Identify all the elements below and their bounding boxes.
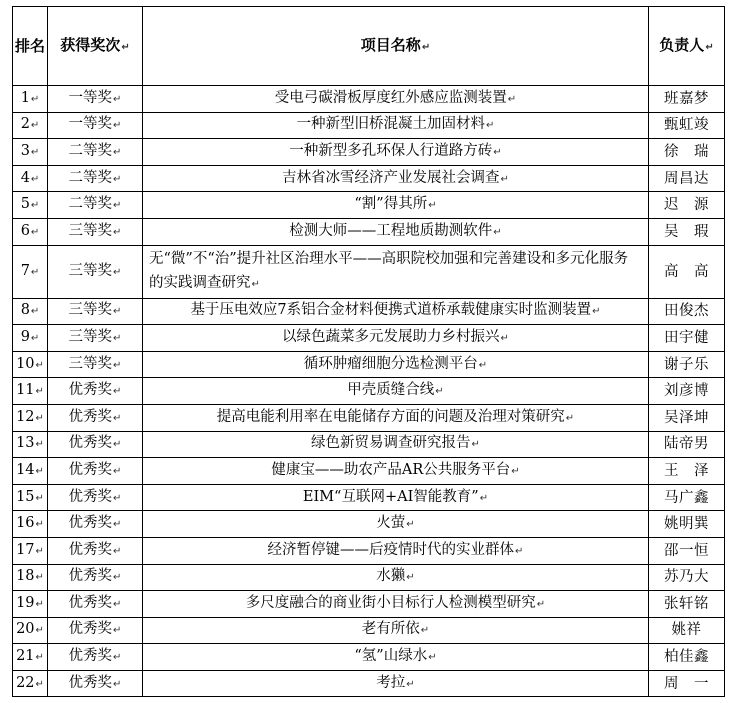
award-cell <box>48 165 143 192</box>
award-cell-text: 优秀奖 <box>68 435 113 452</box>
paragraph-mark-icon: ↵ <box>113 678 122 690</box>
award-cell-text: 三等奖 <box>68 222 113 239</box>
rank-cell-text: 11 <box>16 382 35 399</box>
project-name-cell-text: 吉林省冰雪经济产业发展社会调查 <box>282 169 500 186</box>
paragraph-mark-icon: ↵ <box>511 465 520 477</box>
paragraph-mark-icon: ↵ <box>493 226 502 238</box>
leader-cell-text: 吴泽坤 <box>664 409 709 426</box>
paragraph-mark-icon: ↵ <box>113 439 122 451</box>
leader-cell-text: 徐 瑞 <box>664 143 709 160</box>
leader-cell-text: 吴 瑕 <box>664 223 709 240</box>
award-cell <box>48 298 143 325</box>
leader-cell <box>649 139 725 166</box>
paragraph-mark-icon: ↵ <box>113 412 122 424</box>
leader-cell <box>649 378 725 405</box>
table-row <box>13 458 725 485</box>
rank-cell-text: 3 <box>20 142 30 159</box>
paragraph-mark-icon: ↵ <box>592 306 601 318</box>
paragraph-mark-icon: ↵ <box>30 93 40 105</box>
leader-cell <box>649 298 725 325</box>
leader-cell <box>649 165 725 192</box>
rank-cell-text: 18 <box>16 568 35 585</box>
project-name-cell-text: “割”得其所 <box>354 196 428 213</box>
paragraph-mark-icon: ↵ <box>113 465 122 477</box>
leader-cell <box>649 192 725 219</box>
project-name-cell <box>143 378 649 405</box>
award-cell-text: 二等奖 <box>68 142 113 159</box>
project-name-cell-text: EIM“互联网+AI智能教育” <box>302 488 479 505</box>
rank-cell-text: 14 <box>16 461 35 478</box>
paragraph-mark-icon: ↵ <box>35 359 44 371</box>
paragraph-mark-icon: ↵ <box>406 678 415 690</box>
paragraph-mark-icon: ↵ <box>493 146 502 158</box>
award-cell-text: 二等奖 <box>68 169 113 186</box>
leader-cell <box>649 325 725 352</box>
award-cell <box>48 511 143 538</box>
leader-cell <box>649 86 725 113</box>
paragraph-mark-icon: ↵ <box>30 173 40 185</box>
paragraph-mark-icon: ↵ <box>35 439 44 451</box>
leader-cell <box>649 404 725 431</box>
paragraph-mark-icon: ↵ <box>500 173 509 185</box>
leader-cell-text: 刘彦博 <box>664 383 709 400</box>
table-body <box>13 86 725 697</box>
project-name-cell <box>143 564 649 591</box>
leader-cell <box>649 670 725 697</box>
rank-cell <box>13 511 48 538</box>
rank-cell-text: 17 <box>16 541 35 558</box>
paragraph-mark-icon: ↵ <box>35 465 44 477</box>
award-cell-text: 二等奖 <box>68 196 113 213</box>
paragraph-mark-icon: ↵ <box>35 412 44 424</box>
paragraph-mark-icon: ↵ <box>30 146 40 158</box>
paragraph-mark-icon: ↵ <box>30 306 40 318</box>
table-row <box>13 404 725 431</box>
paragraph-mark-icon: ↵ <box>30 266 40 278</box>
paragraph-mark-icon: ↵ <box>113 146 122 158</box>
rank-cell <box>13 112 48 139</box>
project-name-cell <box>143 511 649 538</box>
rank-cell-text: 16 <box>16 515 35 532</box>
paragraph-mark-icon: ↵ <box>515 545 524 557</box>
table-row <box>13 431 725 458</box>
paragraph-mark-icon: ↵ <box>30 120 40 132</box>
project-name-cell-text: 受电弓碳滑板厚度红外感应监测装置 <box>274 89 507 106</box>
project-name-cell <box>143 165 649 192</box>
table-row <box>13 192 725 219</box>
rank-cell <box>13 351 48 378</box>
award-cell-text: 一等奖 <box>68 89 113 106</box>
project-name-cell-text: 绿色新贸易调查研究报告 <box>311 435 471 452</box>
paragraph-mark-icon: ↵ <box>478 359 488 371</box>
table-row <box>13 218 725 245</box>
leader-cell-text: 马广鑫 <box>664 489 709 506</box>
project-name-cell-text: 甲壳质缝合线 <box>347 382 435 399</box>
rank-cell-text: 2 <box>20 116 30 133</box>
award-cell-text: 优秀奖 <box>68 541 113 558</box>
table-row <box>13 245 725 298</box>
award-cell-text: 优秀奖 <box>68 594 113 611</box>
project-name-cell <box>143 218 649 245</box>
award-cell-text: 优秀奖 <box>68 382 113 399</box>
leader-cell-text: 班嘉梦 <box>664 90 709 107</box>
project-name-cell-text: 循环肿瘤细胞分选检测平台 <box>303 355 478 372</box>
leader-cell-text: 姚明巽 <box>664 516 709 533</box>
award-cell <box>48 192 143 219</box>
paragraph-mark-icon: ↵ <box>35 572 44 584</box>
leader-cell-text: 陆帝男 <box>664 436 709 453</box>
rank-cell <box>13 298 48 325</box>
paragraph-mark-icon: ↵ <box>35 625 44 637</box>
rank-cell <box>13 192 48 219</box>
paragraph-mark-icon: ↵ <box>35 545 44 557</box>
award-cell <box>48 644 143 671</box>
paragraph-mark-icon: ↵ <box>113 306 122 318</box>
leader-cell-text: 邵一恒 <box>664 542 709 559</box>
project-name-cell-text: 多尺度融合的商业街小目标行人检测模型研究 <box>245 594 536 611</box>
award-cell <box>48 537 143 564</box>
project-name-cell-text: 经济暂停键——后疫情时代的实业群体 <box>267 541 515 558</box>
rank-cell <box>13 431 48 458</box>
project-name-cell <box>143 298 649 325</box>
project-name-cell <box>143 458 649 485</box>
table-row <box>13 351 725 378</box>
leader-cell <box>649 511 725 538</box>
paragraph-mark-icon: ↵ <box>251 278 260 290</box>
paragraph-mark-icon: ↵ <box>471 439 480 451</box>
rank-cell <box>13 378 48 405</box>
paragraph-mark-icon: ↵ <box>113 226 122 238</box>
table-row <box>13 564 725 591</box>
table-row <box>13 617 725 644</box>
project-name-cell-text: 一种新型多孔环保人行道路方砖 <box>289 142 493 159</box>
table-row <box>13 670 725 697</box>
paragraph-mark-icon: ↵ <box>113 200 122 212</box>
rank-cell-text: 12 <box>16 408 35 425</box>
paragraph-mark-icon: ↵ <box>35 598 44 610</box>
award-cell <box>48 86 143 113</box>
project-name-cell <box>143 484 649 511</box>
rank-cell-text: 19 <box>16 594 35 611</box>
paragraph-mark-icon: ↵ <box>406 572 415 584</box>
paragraph-mark-icon: ↵ <box>113 572 122 584</box>
paragraph-mark-icon: ↵ <box>428 200 437 212</box>
award-cell-text: 优秀奖 <box>68 648 113 665</box>
award-cell <box>48 591 143 618</box>
rank-cell-text: 10 <box>16 355 35 372</box>
award-cell <box>48 139 143 166</box>
award-cell-text: 优秀奖 <box>68 515 113 532</box>
leader-cell-text: 苏乃大 <box>664 569 709 586</box>
leader-cell-text: 周昌达 <box>664 170 709 187</box>
leader-cell <box>649 564 725 591</box>
project-name-cell <box>143 537 649 564</box>
rank-cell <box>13 218 48 245</box>
paragraph-mark-icon: ↵ <box>35 519 44 531</box>
project-name-cell-text: 火萤 <box>376 515 406 532</box>
table-row <box>13 378 725 405</box>
leader-column-header: 负责人↵ <box>649 7 725 86</box>
project-name-cell <box>143 644 649 671</box>
paragraph-mark-icon: ↵ <box>113 545 122 557</box>
project-name-cell-text: 水獭 <box>376 568 406 585</box>
project-name-cell-text: 健康宝——助农产品AR公共服务平台 <box>271 461 511 478</box>
leader-cell-text: 高 高 <box>664 263 709 280</box>
award-cell-text: 三等奖 <box>68 262 113 279</box>
award-cell <box>48 564 143 591</box>
project-name-cell <box>143 404 649 431</box>
award-cell-text: 一等奖 <box>68 116 113 133</box>
paragraph-mark-icon: ↵ <box>30 200 40 212</box>
paragraph-mark-icon: ↵ <box>113 359 122 371</box>
paragraph-mark-icon: ↵ <box>113 625 122 637</box>
paragraph-mark-icon: ↵ <box>35 678 44 690</box>
award-cell-text: 优秀奖 <box>68 488 113 505</box>
paragraph-mark-icon: ↵ <box>507 93 517 105</box>
award-cell-text: 优秀奖 <box>68 674 113 691</box>
leader-cell-text: 柏佳鑫 <box>664 649 709 666</box>
award-cell <box>48 670 143 697</box>
leader-cell-text: 甄虹竣 <box>664 117 709 134</box>
table-header-row <box>13 7 725 86</box>
leader-cell <box>649 112 725 139</box>
rank-cell-text: 8 <box>20 302 30 319</box>
paragraph-mark-icon: ↵ <box>113 386 122 398</box>
award-cell <box>48 378 143 405</box>
leader-cell-text: 田宇健 <box>664 329 709 346</box>
rank-cell <box>13 139 48 166</box>
project-name-cell-text: 一种新型旧桥混凝土加固材料 <box>296 116 486 133</box>
project-name-cell <box>143 351 649 378</box>
paragraph-mark-icon: ↵ <box>35 652 44 664</box>
award-cell <box>48 351 143 378</box>
paragraph-mark-icon: ↵ <box>479 492 489 504</box>
table-row <box>13 511 725 538</box>
award-cell <box>48 218 143 245</box>
project-name-cell-text: 检测大师——工程地质勘测软件 <box>289 222 493 239</box>
table-row <box>13 591 725 618</box>
award-cell-text: 优秀奖 <box>68 461 113 478</box>
project-name-cell <box>143 139 649 166</box>
leader-cell-text: 王 泽 <box>664 462 709 479</box>
rank-cell-text: 4 <box>20 169 30 186</box>
award-table <box>12 6 725 697</box>
leader-cell <box>649 617 725 644</box>
project-name-cell <box>143 431 649 458</box>
paragraph-mark-icon: ↵ <box>35 386 44 398</box>
rank-cell <box>13 86 48 113</box>
rank-cell <box>13 325 48 352</box>
leader-cell <box>649 537 725 564</box>
leader-cell-text: 迟 源 <box>664 197 709 214</box>
paragraph-mark-icon: ↵ <box>428 652 437 664</box>
paragraph-mark-icon: ↵ <box>113 93 122 105</box>
paragraph-mark-icon: ↵ <box>113 652 122 664</box>
project-name-cell-text: “氢”山绿水 <box>354 648 428 665</box>
table-row <box>13 139 725 166</box>
rank-cell-text: 6 <box>20 222 30 239</box>
award-column-header: 获得奖次↵ <box>48 7 143 86</box>
leader-cell-text: 田俊杰 <box>664 303 709 320</box>
rank-cell-text: 20 <box>16 621 35 638</box>
table-row <box>13 86 725 113</box>
rank-cell <box>13 617 48 644</box>
leader-cell <box>649 245 725 298</box>
paragraph-mark-icon: ↵ <box>113 120 122 132</box>
paragraph-mark-icon: ↵ <box>565 412 575 424</box>
paragraph-mark-icon: ↵ <box>113 266 122 278</box>
award-cell <box>48 431 143 458</box>
rank-cell-text: 15 <box>16 488 35 505</box>
project-name-cell <box>143 245 649 298</box>
rank-cell <box>13 644 48 671</box>
rank-cell <box>13 458 48 485</box>
table-row <box>13 112 725 139</box>
leader-cell <box>649 458 725 485</box>
award-cell-text: 优秀奖 <box>68 621 113 638</box>
rank-cell-text: 1 <box>20 89 30 106</box>
paragraph-mark-icon: ↵ <box>536 598 546 610</box>
award-cell <box>48 404 143 431</box>
award-cell-text: 三等奖 <box>68 328 113 345</box>
rank-cell <box>13 670 48 697</box>
award-cell <box>48 112 143 139</box>
paragraph-mark-icon: ↵ <box>500 332 509 344</box>
table-row <box>13 298 725 325</box>
rank-column-header: 排名 <box>13 7 48 86</box>
leader-cell <box>649 351 725 378</box>
rank-cell <box>13 537 48 564</box>
project-name-cell <box>143 86 649 113</box>
project-name-cell-text: 无“微”不“治”提升社区治理水平——高职院校加强和完善建设和多元化服务的实践调查研究 <box>149 250 629 291</box>
table-row <box>13 165 725 192</box>
table-row <box>13 484 725 511</box>
leader-cell-text: 姚祥 <box>671 622 702 639</box>
leader-cell-text: 张轩铭 <box>664 595 709 612</box>
award-cell-text: 优秀奖 <box>68 408 113 425</box>
rank-cell-text: 13 <box>16 435 35 452</box>
award-cell <box>48 617 143 644</box>
rank-cell-text: 22 <box>16 674 35 691</box>
paragraph-mark-icon: ↵ <box>435 386 444 398</box>
project-name-cell <box>143 325 649 352</box>
project-name-cell-text: 基于压电效应7系铝合金材料便携式道桥承载健康实时监测装置 <box>190 302 592 319</box>
project-name-cell-text: 老有所依 <box>361 621 420 638</box>
paragraph-mark-icon: ↵ <box>30 332 40 344</box>
award-cell <box>48 458 143 485</box>
leader-cell <box>649 591 725 618</box>
project-name-cell <box>143 617 649 644</box>
rank-cell-text: 5 <box>20 196 30 213</box>
leader-cell <box>649 484 725 511</box>
leader-cell <box>649 218 725 245</box>
project-name-cell <box>143 112 649 139</box>
paragraph-mark-icon: ↵ <box>30 226 40 238</box>
rank-cell-text: 21 <box>16 648 35 665</box>
project-column-header: 项目名称↵ <box>143 7 649 86</box>
award-cell-text: 三等奖 <box>68 355 113 372</box>
table-row <box>13 325 725 352</box>
leader-cell <box>649 644 725 671</box>
project-name-cell-text: 以绿色蔬菜多元发展助力乡村振兴 <box>282 328 500 345</box>
rank-cell <box>13 165 48 192</box>
rank-cell-text: 7 <box>20 262 30 279</box>
table-row <box>13 537 725 564</box>
paragraph-mark-icon: ↵ <box>113 332 122 344</box>
paragraph-mark-icon: ↵ <box>113 598 122 610</box>
paragraph-mark-icon: ↵ <box>420 625 430 637</box>
award-cell <box>48 245 143 298</box>
leader-cell <box>649 431 725 458</box>
project-name-cell <box>143 670 649 697</box>
paragraph-mark-icon: ↵ <box>35 492 44 504</box>
award-cell <box>48 484 143 511</box>
paragraph-mark-icon: ↵ <box>113 519 122 531</box>
rank-cell <box>13 245 48 298</box>
leader-cell-text: 谢子乐 <box>664 356 709 373</box>
paragraph-mark-icon: ↵ <box>486 120 495 132</box>
rank-cell <box>13 564 48 591</box>
project-name-cell <box>143 591 649 618</box>
table-row <box>13 644 725 671</box>
rank-cell <box>13 404 48 431</box>
leader-cell-text: 周 一 <box>664 675 709 692</box>
paragraph-mark-icon: ↵ <box>113 173 122 185</box>
award-cell-text: 优秀奖 <box>68 568 113 585</box>
rank-cell <box>13 591 48 618</box>
rank-cell <box>13 484 48 511</box>
project-name-cell <box>143 192 649 219</box>
paragraph-mark-icon: ↵ <box>406 519 415 531</box>
project-name-cell-text: 提高电能利用率在电能储存方面的问题及治理对策研究 <box>216 408 565 425</box>
award-cell-text: 三等奖 <box>68 302 113 319</box>
award-cell <box>48 325 143 352</box>
paragraph-mark-icon: ↵ <box>113 492 122 504</box>
rank-cell-text: 9 <box>20 328 30 345</box>
project-name-cell-text: 考拉 <box>376 674 406 691</box>
